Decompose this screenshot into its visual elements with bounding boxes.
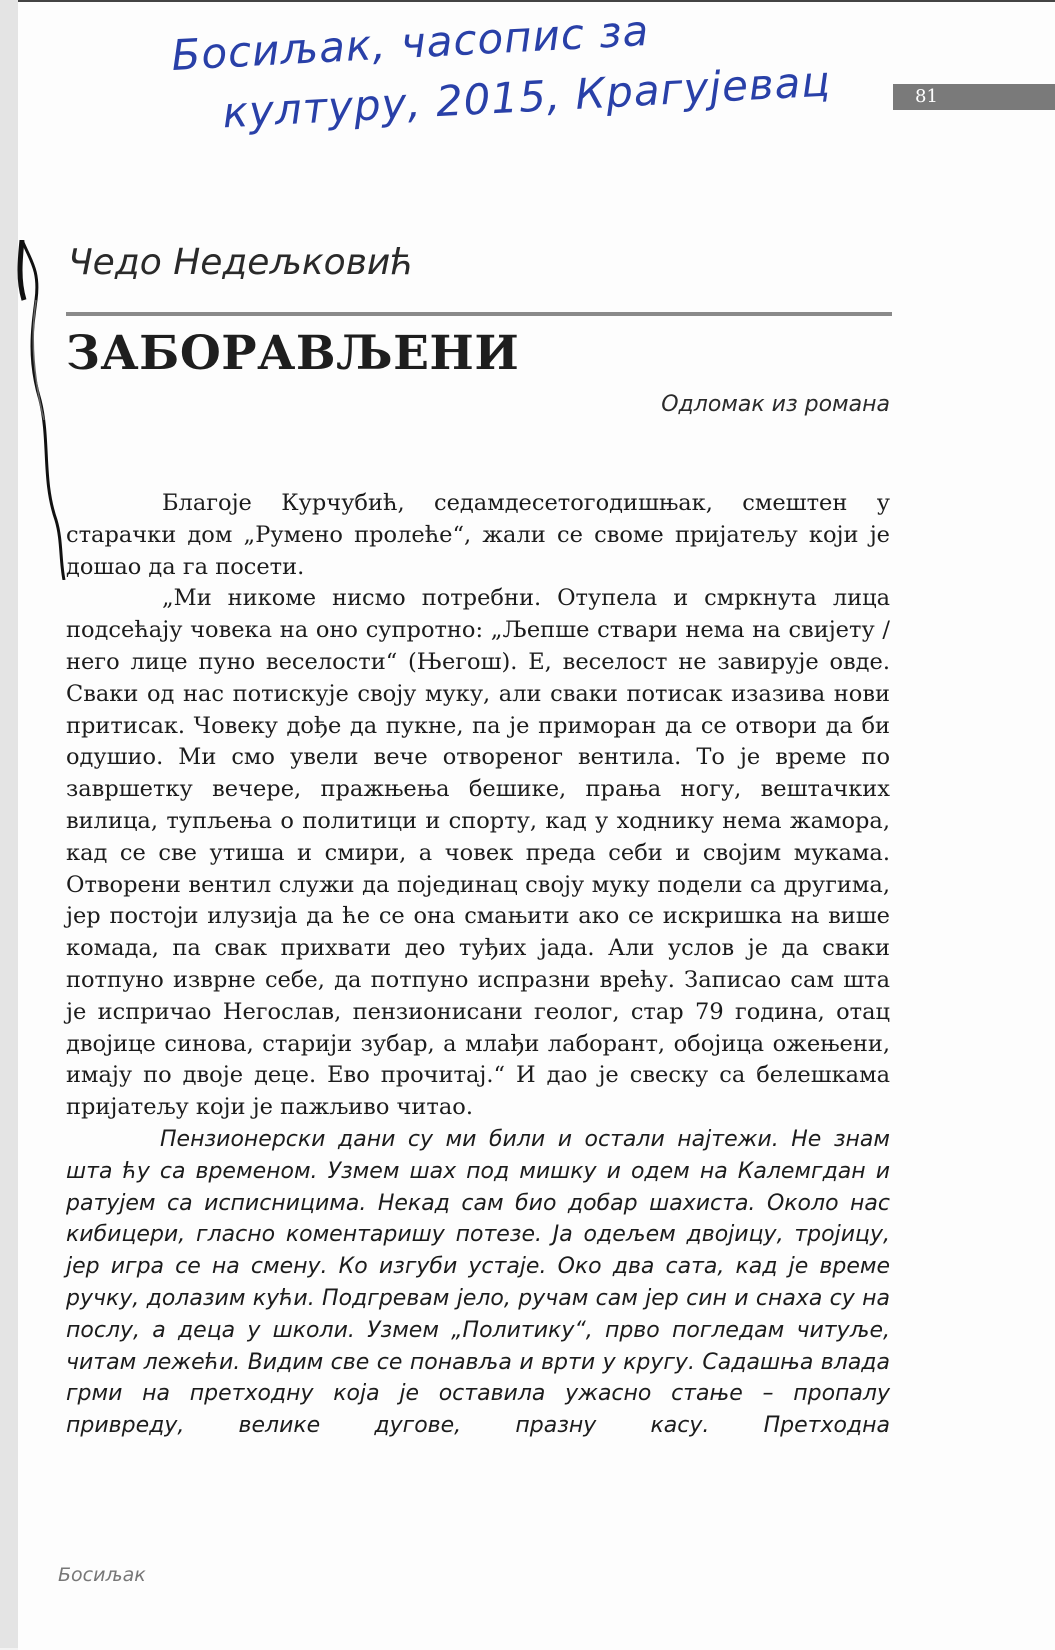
article-subtitle: Одломак из романа [661, 392, 890, 417]
article-body [66, 488, 890, 1442]
article-title: ЗАБОРАВЉЕНИ [66, 326, 520, 381]
paragraph: Благоје Курчубић, седамдесетогодишњак, смештен у старачки дом „Румено пролеће“, жали се своме пријатељу који је дошао да га посети. [66, 490, 890, 580]
title-divider [66, 312, 892, 316]
page-number: 81 [893, 84, 1055, 110]
author-name: Чедо Недељковић [68, 242, 414, 283]
footer-journal-name: Босиљак [58, 1564, 146, 1586]
paragraph: „Ми никоме нисмо потребни. Отупела и смркнута лица подсећају човека на оно супротно: „Љепше ствари нема на свијету / него лице пуно веселости“ (Његош). Е, веселост не завирује овде. Сваки од нас потискује своју муку, али сваки потисак изазива нови притисак. Човеку дође да пукне, па је приморан да се отвори да би одушио. Ми смо увели вече отвореног вентила. То је време по завршетку вечере, пражњења бешике, прања ногу, вештачких вилица, тупљења о политици и спорту, кад у ходнику нема жамора, кад се све утиша и смири, а човек преда себи и својим мукама. Отворени вентил служи да појединац своју муку подели са другима, јер постоји илузија да ће се она смањити ако се искришка на више комада, па свак прихвати део туђих јада. Али услов је да сваки потпуно изврне себе, да потпуно испразни врећу. Записао сам шта је испричао Негослав, пензионисани геолог, стар 79 година, отац двојице синова, старији зубар, а млађи лаборант, обојица ожењени, имају по двоје деце. Ево прочитај.“ И дао је свеску са белешкама пријатељу који је пажљиво читао. [66, 585, 890, 1121]
handwritten-note-line2: културу, 2015, Крагујевац [221, 56, 832, 138]
paragraph-italic: Пензионерски дани су ми били и остали најтежи. Не знам шта ћу са временом. Узмем шах под мишку и одем на Калемгдан и ратујем са исписницима. Некад сам био добар шахиста. Около нас кибицери, гласно коментаришу потезе. Ја одељем двојицу, тројицу, јер игра се на смену. Ко изгуби устаје. Око два сата, кад је време ручку, долазим кући. Подгревам јело, ручам сам јер син и снаха су на послу, а деца у школи. Узмем „Политику“, прво погледам читуље, читам лежећи. Видим све се понавља и врти у кругу. Садашња влада грми на претходну која је оставила ужасно стање – пропалу привреду, велике дугове, празну касу. Претходна [66, 1126, 890, 1439]
handwritten-note-line1: Босиљак, часопис за [170, 5, 651, 80]
